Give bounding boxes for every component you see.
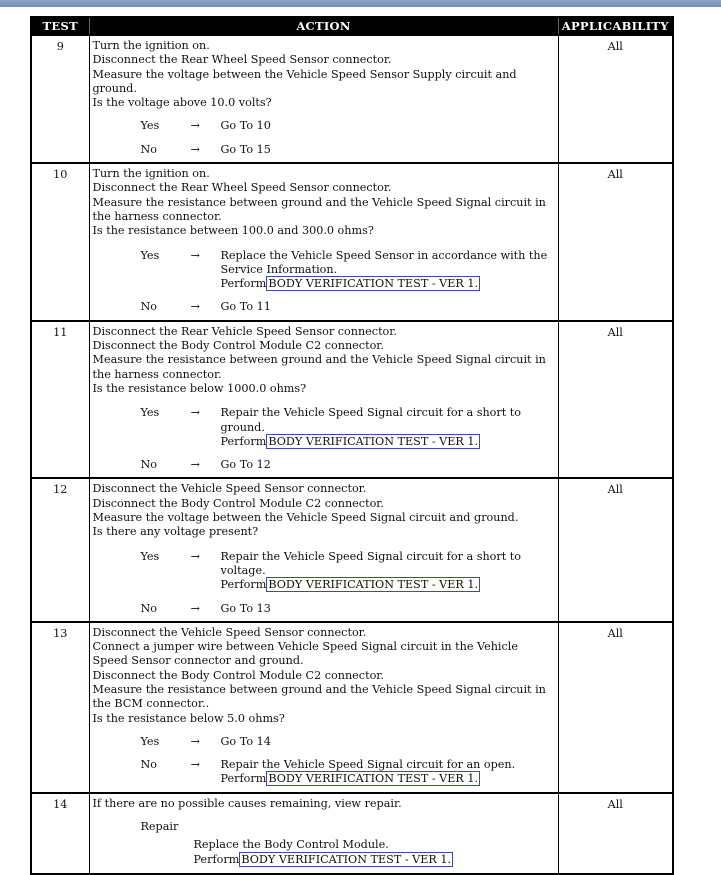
table-row (32, 35, 672, 163)
arrow-icon: → (190, 601, 200, 615)
yes-outcome (93, 119, 555, 133)
perform-label: Perform (220, 772, 267, 786)
perform-label: Perform (220, 434, 267, 448)
action-line: Is the resistance below 1000.0 ohms? (92, 381, 307, 395)
no-label: No (140, 601, 158, 615)
action-cell (89, 478, 558, 621)
action-line: Turn the ignition on. (92, 167, 210, 181)
action-cell (89, 35, 558, 163)
verification-test-link[interactable]: BODY VERIFICATION TEST - VER 1. (241, 852, 452, 866)
action-line: Disconnect the Vehicle Speed Sensor connector. (92, 482, 367, 496)
perform-label: Perform (220, 277, 267, 291)
yes-label: Yes (140, 119, 160, 133)
window-title-bar (0, 0, 721, 7)
repair-label: Repair (140, 820, 179, 834)
yes-outcome (93, 735, 555, 749)
repair-block (93, 820, 555, 867)
yes-result: Repair the Vehicle Speed Signal circuit for a short to ground. (220, 406, 522, 434)
action-line: If there are no possible causes remaining, view repair. (92, 796, 402, 810)
arrow-icon: → (190, 142, 200, 156)
header-test: TEST (32, 18, 89, 35)
yes-result: Go To 14 (220, 734, 271, 748)
action-cell (89, 321, 558, 479)
no-result: Go To 15 (220, 142, 271, 156)
action-line: Disconnect the Rear Wheel Speed Sensor connector. (92, 181, 392, 195)
action-line: Measure the resistance between ground and the Vehicle Speed Signal circuit in the harness connector. (92, 353, 546, 381)
applicability-cell: All (558, 622, 672, 793)
test-number: 11 (32, 321, 89, 479)
action-line: Measure the voltage between the Vehicle Speed Sensor Supply circuit and ground. (92, 67, 517, 95)
applicability-cell: All (558, 35, 672, 163)
yes-result: Replace the Vehicle Speed Sensor in accordance with the Service Information. (220, 248, 548, 276)
no-result: Go To 12 (220, 458, 271, 472)
test-number: 9 (32, 35, 89, 163)
yes-outcome (93, 249, 555, 292)
verification-test-link[interactable]: BODY VERIFICATION TEST - VER 1. (268, 772, 479, 786)
perform-label: Perform (193, 852, 240, 866)
table-row (32, 793, 672, 873)
action-line: Disconnect the Body Control Module C2 connector. (92, 668, 384, 682)
table-row (32, 163, 672, 321)
no-outcome (93, 758, 555, 787)
verification-test-link[interactable]: BODY VERIFICATION TEST - VER 1. (268, 434, 479, 448)
applicability-cell: All (558, 793, 672, 873)
action-cell (89, 163, 558, 321)
no-result: Go To 13 (220, 601, 271, 615)
applicability-cell: All (558, 321, 672, 479)
diagnostic-test-table (30, 16, 674, 875)
arrow-icon: → (190, 248, 200, 262)
action-line: Is there any voltage present? (92, 525, 259, 539)
no-result: Go To 11 (220, 300, 271, 314)
arrow-icon: → (190, 734, 200, 748)
action-cell (89, 622, 558, 793)
arrow-icon: → (190, 406, 200, 420)
table-header-row (32, 18, 672, 35)
action-line: Disconnect the Body Control Module C2 connector. (92, 339, 384, 353)
perform-label: Perform (220, 578, 267, 592)
action-line: Is the resistance between 100.0 and 300.0 ohms? (92, 224, 374, 238)
arrow-icon: → (190, 549, 200, 563)
no-label: No (140, 458, 158, 472)
verification-test-link[interactable]: BODY VERIFICATION TEST - VER 1. (268, 578, 479, 592)
no-outcome (93, 602, 555, 616)
table-row (32, 321, 672, 479)
no-label: No (140, 142, 158, 156)
test-number: 13 (32, 622, 89, 793)
yes-result: Repair the Vehicle Speed Signal circuit for a short to voltage. (220, 549, 522, 577)
yes-label: Yes (140, 248, 160, 262)
repair-text: Replace the Body Control Module. (193, 838, 389, 852)
no-result: Repair the Vehicle Speed Signal circuit for an open. (220, 758, 516, 772)
no-label: No (140, 300, 158, 314)
yes-result: Go To 10 (220, 119, 271, 133)
applicability-cell: All (558, 478, 672, 621)
action-line: Turn the ignition on. (92, 39, 210, 52)
yes-label: Yes (140, 734, 160, 748)
yes-outcome (93, 550, 555, 593)
action-cell (89, 793, 558, 873)
applicability-cell: All (558, 163, 672, 321)
no-label: No (140, 758, 158, 772)
no-outcome (93, 143, 555, 157)
action-line: Measure the resistance between ground and the Vehicle Speed Signal circuit in the BCM connector.. (92, 682, 546, 711)
arrow-icon: → (190, 119, 200, 133)
arrow-icon: → (190, 758, 200, 772)
test-number: 10 (32, 163, 89, 321)
yes-label: Yes (140, 549, 160, 563)
no-outcome (93, 458, 555, 472)
action-line: Is the resistance below 5.0 ohms? (92, 711, 285, 725)
yes-outcome (93, 406, 555, 449)
yes-label: Yes (140, 406, 160, 420)
test-number: 12 (32, 478, 89, 621)
action-line: Disconnect the Body Control Module C2 connector. (92, 496, 384, 510)
header-applicability: APPLICABILITY (558, 18, 672, 35)
table-row (32, 478, 672, 621)
action-line: Connect a jumper wire between Vehicle Speed Signal circuit in the Vehicle Speed Sensor connector and ground. (92, 640, 518, 668)
test-number: 14 (32, 793, 89, 873)
action-line: Disconnect the Vehicle Speed Sensor connector. (92, 625, 367, 639)
header-action: ACTION (89, 18, 558, 35)
arrow-icon: → (190, 300, 200, 314)
arrow-icon: → (190, 458, 200, 472)
action-line: Measure the voltage between the Vehicle Speed Signal circuit and ground. (92, 511, 519, 525)
table-row (32, 622, 672, 793)
action-line: Is the voltage above 10.0 volts? (92, 96, 272, 110)
action-line: Disconnect the Rear Wheel Speed Sensor connector. (92, 53, 392, 67)
action-line: Disconnect the Rear Vehicle Speed Sensor connector. (92, 324, 397, 338)
no-outcome (93, 300, 555, 314)
verification-test-link[interactable]: BODY VERIFICATION TEST - VER 1. (268, 277, 479, 291)
action-line: Measure the resistance between ground and the Vehicle Speed Signal circuit in the harness connector. (92, 195, 546, 223)
